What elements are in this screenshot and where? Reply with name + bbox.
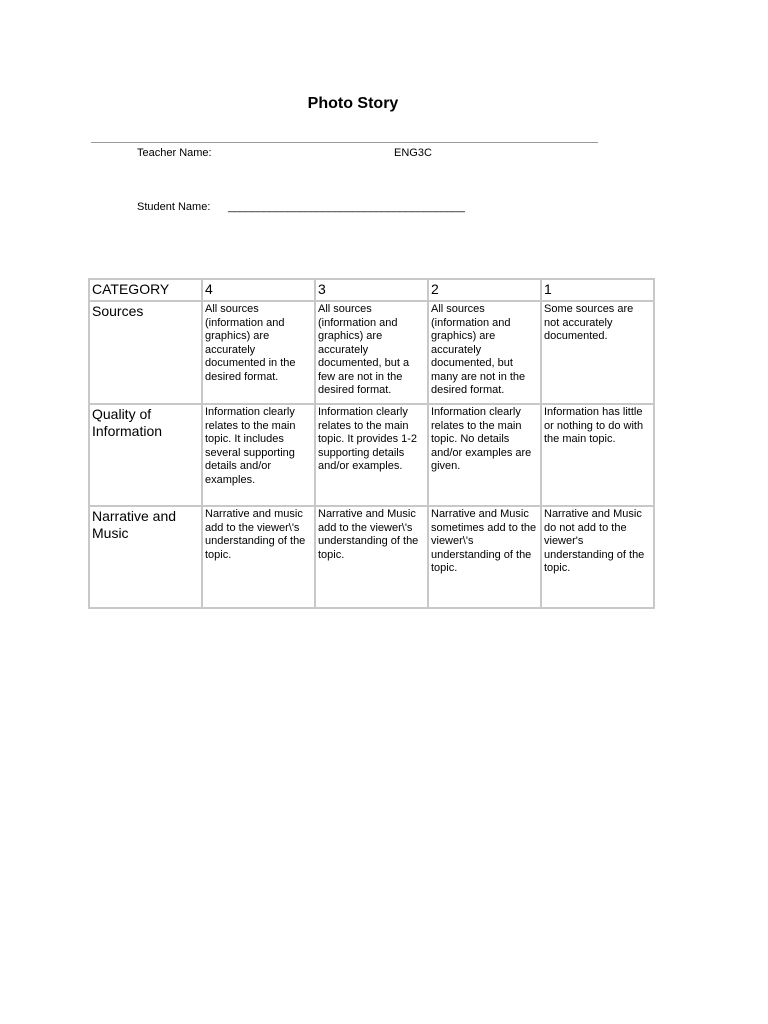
document-title: Photo Story: [307, 95, 399, 112]
criteria-cell: Narrative and Music add to the viewer\'s understanding of the topic.: [315, 506, 428, 608]
criteria-cell: Information has little or nothing to do with the main topic.: [541, 404, 654, 506]
category-quality-of-information: Quality of Information: [89, 404, 202, 506]
category-narrative-and-music: Narrative and Music: [89, 506, 202, 608]
header-divider: [91, 142, 598, 143]
rubric-header-row: [89, 279, 654, 301]
column-header-score-3: 3: [315, 279, 428, 301]
criteria-cell: All sources (information and graphics) are accurately documented, but many are not in the desired format.: [428, 301, 541, 404]
criteria-cell: All sources (information and graphics) are accurately documented, but a few are not in the desired format.: [315, 301, 428, 404]
criteria-cell: Information clearly relates to the main topic. It includes several supporting details and/or examples.: [202, 404, 315, 506]
criteria-cell: Some sources are not accurately documented.: [541, 301, 654, 404]
rubric-row-sources: [89, 301, 654, 404]
rubric-row-quality-of-information: [89, 404, 654, 506]
category-sources: Sources: [89, 301, 202, 404]
criteria-cell: Narrative and music add to the viewer\'s understanding of the topic.: [202, 506, 315, 608]
student-name-label: Student Name:: [137, 201, 211, 213]
column-header-category: CATEGORY: [89, 279, 202, 301]
rubric-table: [88, 278, 655, 609]
course-code: ENG3C: [394, 147, 432, 159]
criteria-cell: Narrative and Music sometimes add to the viewer\'s understanding of the topic.: [428, 506, 541, 608]
column-header-score-2: 2: [428, 279, 541, 301]
criteria-cell: Information clearly relates to the main topic. No details and/or examples are given.: [428, 404, 541, 506]
criteria-cell: Narrative and Music do not add to the viewer's understanding of the topic.: [541, 506, 654, 608]
criteria-cell: Information clearly relates to the main topic. It provides 1-2 supporting details and/or examples.: [315, 404, 428, 506]
rubric-row-narrative-and-music: [89, 506, 654, 608]
student-name-blank: ________________________________________: [228, 201, 465, 213]
criteria-cell: All sources (information and graphics) are accurately documented in the desired format.: [202, 301, 315, 404]
teacher-name-label: Teacher Name:: [137, 147, 212, 159]
column-header-score-1: 1: [541, 279, 654, 301]
column-header-score-4: 4: [202, 279, 315, 301]
